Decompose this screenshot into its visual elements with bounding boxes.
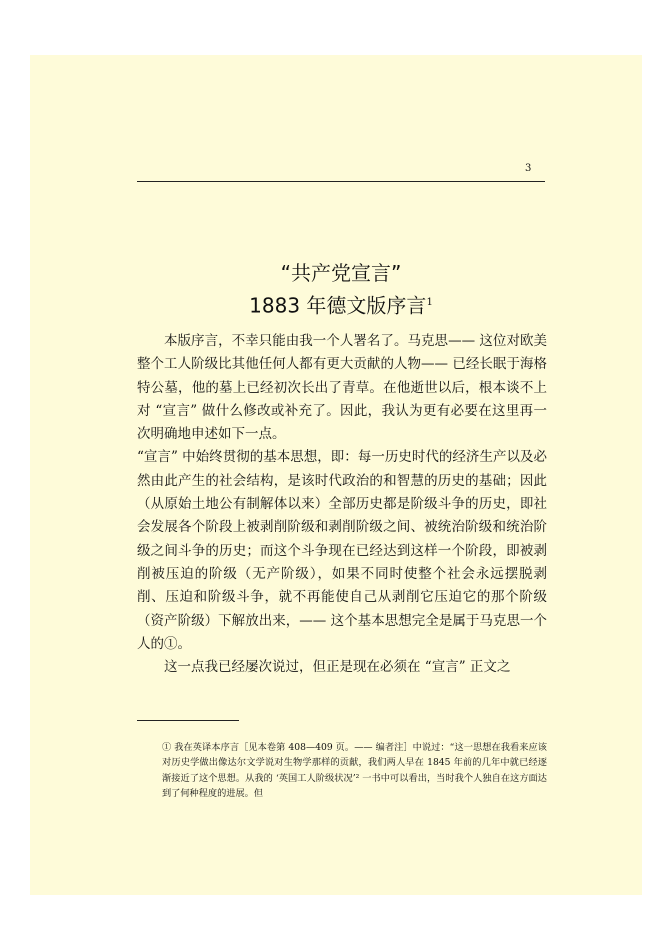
paragraph-3: 这一点我已经屡次说过，但正是现在必须在 “宣言” 正文之 bbox=[164, 659, 511, 676]
footnote: ① 我在英译本序言［见本卷第 408—409 页。—— 编者注］中说过：“这一思想在我看来应该对历史学做出像达尔文学说对生物学那样的贡献，我们两人早在 1845 年前的几年中就已经逐渐接近了这个思想。从我的 ‘英国工人阶级状况’² 一书中可以看出，当时我个人独自在这方面达到了何种程度的进展。但 bbox=[162, 742, 547, 800]
title-line-2-text: 1883 年德文版序言 bbox=[249, 293, 427, 318]
title-footnote-mark: 1 bbox=[426, 297, 433, 308]
header-rule bbox=[137, 181, 545, 182]
title-line-1: “共产党宣言” bbox=[280, 261, 402, 285]
body-text bbox=[137, 330, 547, 679]
title-line-2 bbox=[137, 288, 545, 321]
paragraph-2: “宣言” 中始终贯彻的基本思想，即：每一历史时代的经济生产以及必然由此产生的社会结构，是该时代政治的和智慧的历史的基础；因此（从原始土地公有制解体以来）全部历史都是阶级斗争的历史，即社会发展各个阶段上被剥削阶级和剥削阶级之间、被统治阶级和统治阶级之间斗争的历史；而这个斗争现在已经达到这样一个阶段，即被剥削被压迫的阶级（无产阶级），如果不同时使整个社会永远摆脱剥削、压迫和阶级斗争，就不再能使自己从剥削它压迫它的那个阶级（资产阶级）下解放出来，—— 这个基本思想完全是属于马克思一个人的①。 bbox=[137, 449, 547, 652]
footnote-rule bbox=[137, 720, 239, 721]
document-title bbox=[137, 258, 545, 321]
page-number: 3 bbox=[525, 163, 532, 174]
paragraph-1: 本版序言，不幸只能由我一个人署名了。马克思—— 这位对欧美整个工人阶级比其他任何人都有更大贡献的人物—— 已经长眠于海格特公墓，他的墓上已经初次长出了青草。在他逝世以后，根本谈不上对 “宣言” 做什么修改或补充了。因此，我认为更有必要在这里再一次明确地申述如下一点。 bbox=[137, 333, 547, 443]
